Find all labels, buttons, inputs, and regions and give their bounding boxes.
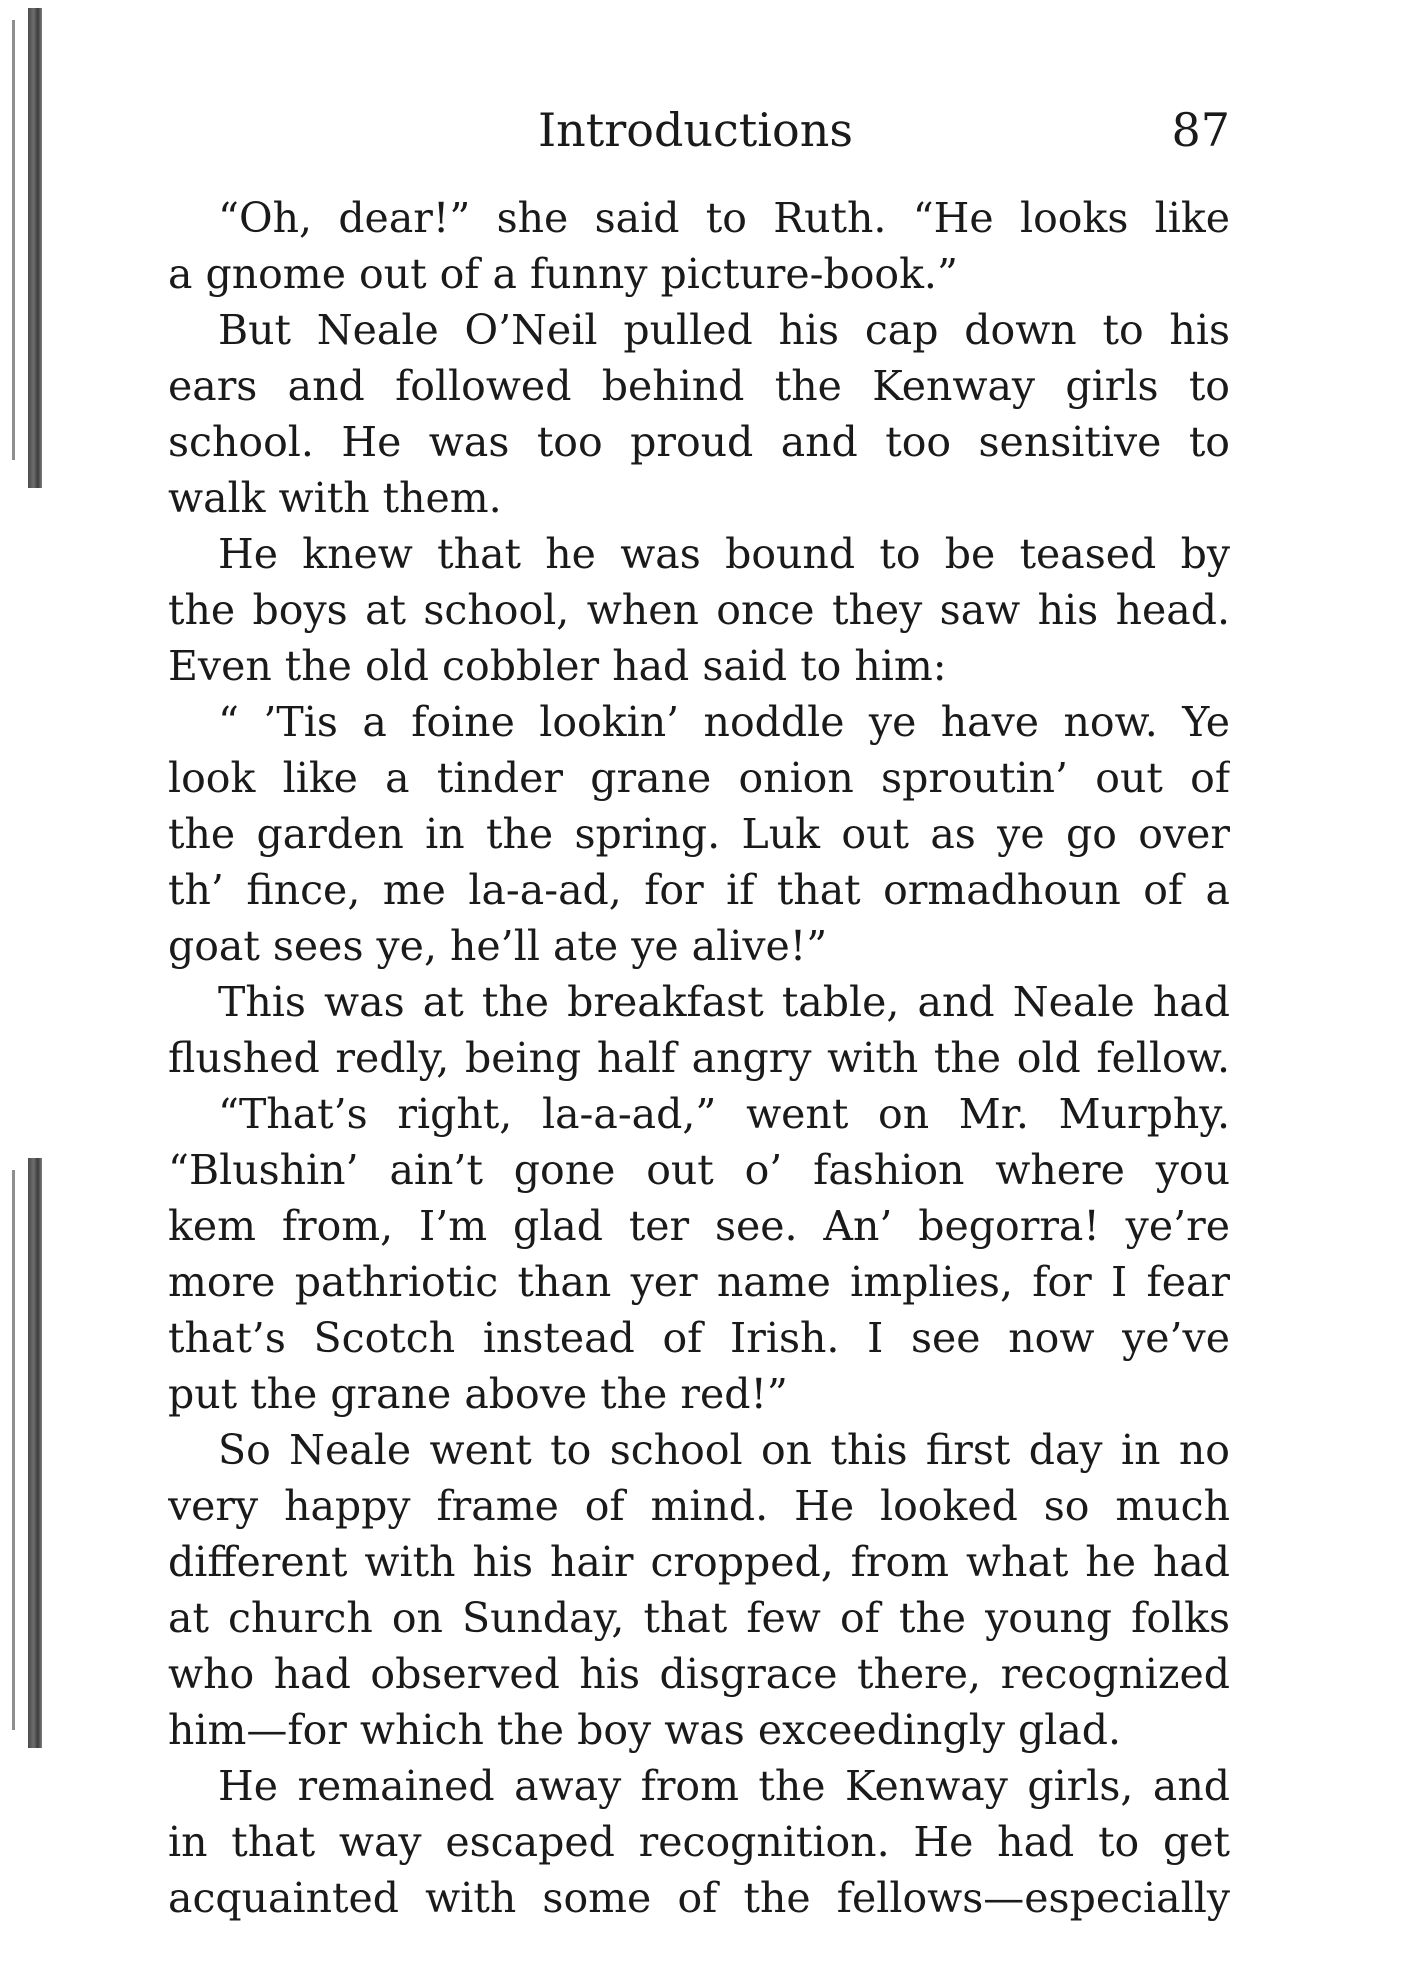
text-line: He knew that he was bound to be teased by bbox=[218, 530, 1230, 578]
text-line: him—for which the boy was exceedingly glad. bbox=[168, 1706, 1122, 1754]
text-line: So Neale went to school on this first day in no bbox=[218, 1426, 1230, 1474]
text-line: the garden in the spring. Luk out as ye go over bbox=[168, 810, 1230, 858]
text-line: put the grane above the red!” bbox=[168, 1370, 788, 1418]
text-line: “Oh, dear!” she said to Ruth. “He looks like bbox=[218, 194, 1230, 242]
text-line: “Blushin’ ain’t gone out o’ fashion where you bbox=[168, 1146, 1230, 1194]
text-line: a gnome out of a funny picture-book.” bbox=[168, 250, 958, 298]
text-line: “That’s right, la-a-ad,” went on Mr. Murphy. bbox=[218, 1090, 1230, 1138]
text-line: th’ fince, me la-a-ad, for if that ormadhoun of a bbox=[168, 866, 1230, 914]
running-title: Introductions bbox=[538, 103, 853, 157]
text-line: goat sees ye, he’ll ate ye alive!” bbox=[168, 922, 828, 970]
page-number: 87 bbox=[1171, 103, 1230, 157]
text-line: walk with them. bbox=[168, 474, 502, 522]
text-line: different with his hair cropped, from what he had bbox=[168, 1538, 1230, 1586]
body-text bbox=[168, 190, 1230, 1926]
text-line: But Neale O’Neil pulled his cap down to his bbox=[218, 306, 1230, 354]
binding-edge-mark bbox=[28, 1158, 42, 1748]
text-line: Even the old cobbler had said to him: bbox=[168, 642, 947, 690]
text-line: look like a tinder grane onion sproutin’ out of bbox=[168, 754, 1230, 802]
text-line: acquainted with some of the fellows—especially bbox=[168, 1874, 1230, 1922]
binding-edge-mark bbox=[28, 8, 42, 488]
text-line: kem from, I’m glad ter see. An’ begorra! ye’re bbox=[168, 1202, 1230, 1250]
text-line: very happy frame of mind. He looked so much bbox=[168, 1482, 1230, 1530]
text-line: that’s Scotch instead of Irish. I see now ye’ve bbox=[168, 1314, 1230, 1362]
binding-edge-mark bbox=[12, 20, 15, 460]
binding-edge-mark bbox=[12, 1170, 15, 1730]
text-line: He remained away from the Kenway girls, and bbox=[218, 1762, 1230, 1810]
text-line: more pathriotic than yer name implies, for I fear bbox=[168, 1258, 1230, 1306]
text-line: the boys at school, when once they saw his head. bbox=[168, 586, 1230, 634]
text-line: in that way escaped recognition. He had to get bbox=[168, 1818, 1230, 1866]
text-line: This was at the breakfast table, and Neale had bbox=[218, 978, 1230, 1026]
page-header bbox=[168, 100, 1230, 160]
text-line: “ ’Tis a foine lookin’ noddle ye have now. Ye bbox=[218, 698, 1230, 746]
text-line: at church on Sunday, that few of the young folks bbox=[168, 1594, 1230, 1642]
text-line: school. He was too proud and too sensitive to bbox=[168, 418, 1230, 466]
text-line: flushed redly, being half angry with the old fellow. bbox=[168, 1034, 1230, 1082]
text-line: ears and followed behind the Kenway girls to bbox=[168, 362, 1230, 410]
text-line: who had observed his disgrace there, recognized bbox=[168, 1650, 1230, 1698]
